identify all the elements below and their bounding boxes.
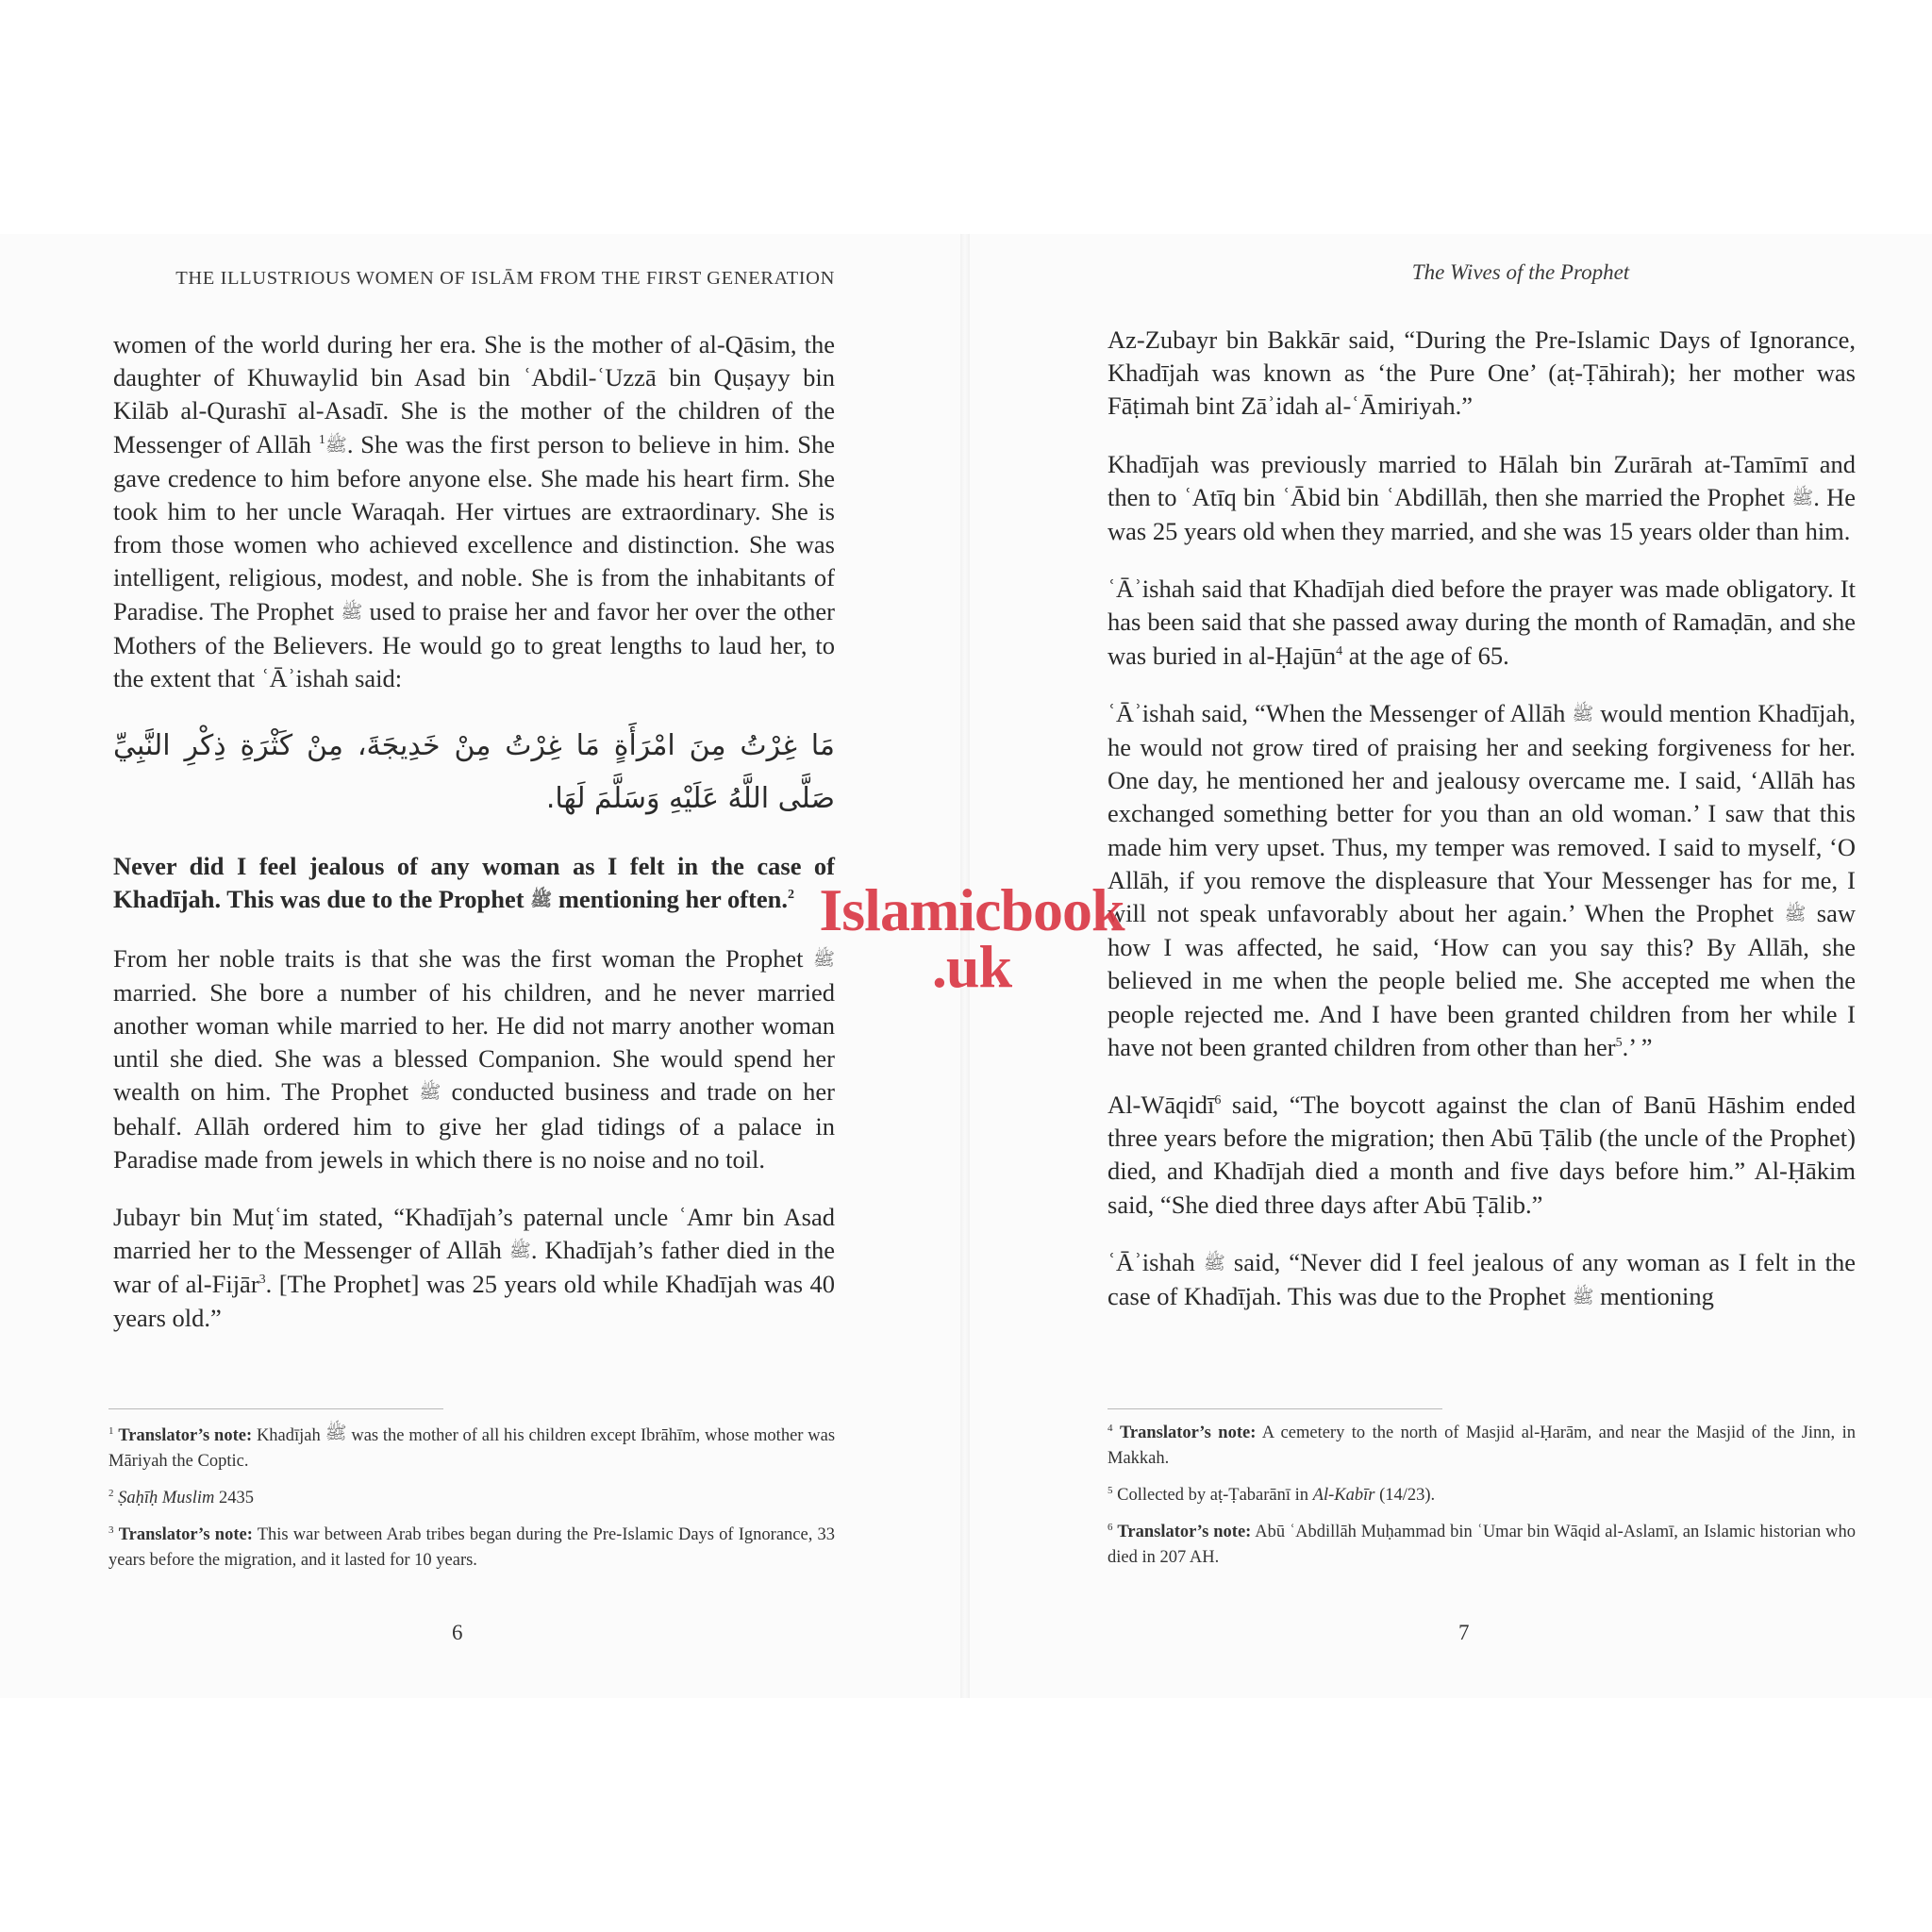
text-run: 2435 xyxy=(214,1489,255,1507)
running-head-right: The Wives of the Prophet xyxy=(1411,260,1630,284)
salawat-icon: ﷺ xyxy=(1572,704,1594,724)
text-run: married. She bore a number of his children, and he never married another woman while married to her. He did not marry another woman until she died. She was a blessed Companion. She would spend her wealth on him. The Prophet xyxy=(113,977,835,1107)
text-run: Al-Wāqidī xyxy=(1108,1091,1215,1120)
paragraph xyxy=(1108,697,1856,1064)
footnote-number: 4 xyxy=(1108,1422,1113,1434)
footnote-ref: 5 xyxy=(1615,1036,1623,1051)
watermark-line-1: Islamicbook xyxy=(819,876,1124,943)
source-title: Al-Kabīr xyxy=(1312,1486,1375,1505)
arabic-hadith: مَا غِرْتُ مِنَ امْرَأَةٍ مَا غِرْتُ مِنْ خَدِيجَةَ، مِنْ كَثْرَةِ ذِكْرِ النَّبِيِّ صَلَّى اللَّهُ عَلَيْهِ وَسَلَّمَ لَهَا. xyxy=(113,729,835,816)
paragraph xyxy=(113,1201,835,1335)
text-run: mentioning xyxy=(1593,1282,1714,1311)
text-run: Never did I feel jealous of any woman as I felt in the case of Khadījah. This was due to the Prophet xyxy=(113,852,835,914)
footnote-label: Translator’s note: xyxy=(1117,1523,1252,1541)
right-body-text xyxy=(1108,324,1856,1327)
footnote-label: Translator’s note: xyxy=(118,1525,253,1544)
salawat-icon: ﷺ xyxy=(1791,488,1814,508)
text-run: ʿĀʾishah said, “When the Messenger of Allāh xyxy=(1108,698,1573,727)
text-run: . Khadījah’s father died in the war of al-Fijār xyxy=(113,1236,835,1299)
text-run: From her noble traits is that she was the first woman the Prophet xyxy=(113,943,814,973)
text-run: Jubayr bin Muṭʿim stated, “Khadījah’s paternal uncle ʿAmr bin Asad married her to the Messenger of Allāh xyxy=(113,1203,835,1265)
paragraph xyxy=(1108,573,1856,673)
footnote xyxy=(1108,1483,1856,1508)
footnote xyxy=(108,1421,835,1474)
text-run: . [The Prophet] was 25 years old while Khadījah was 40 years old.” xyxy=(113,1270,835,1332)
footnote-ref: 2 xyxy=(788,888,794,903)
radiya-icon: ﷺ xyxy=(325,1424,347,1443)
footnote-ref: 3 xyxy=(258,1273,266,1288)
page-number-left: 6 xyxy=(452,1621,463,1644)
paragraph xyxy=(1108,1089,1856,1222)
left-body-text xyxy=(113,328,835,1359)
footnote-ref: 6 xyxy=(1214,1093,1222,1108)
watermark-line-2: .uk xyxy=(931,933,1012,1000)
watermark xyxy=(797,876,1146,1000)
text-run: saw how I was affected, he said, ‘How can you say this? By Allāh, she believed in me when the people belied me. She accepted me when the people rejected me. And I have been granted children from her while I have not been granted children from other than her xyxy=(1108,899,1856,1061)
salawat-icon: ﷺ xyxy=(530,891,553,911)
footnote-divider xyxy=(1108,1408,1442,1409)
text-run: women of the world during her era. She is the mother of al-Qāsim, the daughter of Khuwaylid bin Asad bin ʿAbdil-ʿUzzā bin Quṣayy bin Kilāb al-Qurashī al-Asadī. She is the mother of the children of the Messenger of Allāh xyxy=(113,330,835,458)
salawat-icon: ﷺ xyxy=(325,435,347,456)
salawat-icon: ﷺ xyxy=(419,1083,441,1104)
salawat-icon: ﷺ xyxy=(813,949,835,970)
text-run: said, “The boycott against the clan of Banū Hāshim ended three years before the migration; then Abū Ṭālib (the uncle of the Prophet) died, and Khadījah died a month and five days before him.” Al-Ḥākim said, “She died three days after Abū Ṭālib.” xyxy=(1108,1091,1856,1219)
right-footnotes xyxy=(1108,1421,1856,1582)
text-run: was the mother of all his children except Ibrāhīm, whose mother was Māriyah the Coptic. xyxy=(108,1426,836,1471)
source-title: Ṣaḥīḥ Muslim xyxy=(118,1489,215,1507)
text-run: This war between Arab tribes began during the Pre-Islamic Days of Ignorance, 33 years before the migration, and it lasted for 10 years. xyxy=(108,1525,836,1570)
text-run: Collected by aṭ-Ṭabarānī in xyxy=(1112,1486,1313,1505)
footnote-number: 3 xyxy=(108,1524,114,1536)
text-run: ʿĀʾishah said that Khadījah died before the prayer was made obligatory. It has been said that she passed away during the month of Ramaḍān, and she was buried in al-Ḥajūn xyxy=(1108,575,1856,670)
text-run: ʿĀʾishah xyxy=(1108,1247,1204,1276)
footnote xyxy=(108,1486,835,1511)
footnote-ref: 1 xyxy=(318,432,325,447)
text-run: A cemetery to the north of Masjid al-Ḥarām, and near the Masjid of the Jinn, in Makkah. xyxy=(1108,1424,1856,1468)
text-run: Abū ʿAbdillāh Muḥammad bin ʿUmar bin Wāqid al-Aslamī, an Islamic historian who died in 207 AH. xyxy=(1108,1523,1857,1567)
paragraph xyxy=(1108,1246,1856,1314)
footnote-number: 5 xyxy=(1108,1484,1113,1496)
page-number-right: 7 xyxy=(1458,1621,1470,1644)
footnote xyxy=(1108,1520,1856,1571)
radiya-icon: ﷺ xyxy=(1203,1253,1225,1274)
paragraph xyxy=(113,942,835,1176)
running-head-left: THE ILLUSTRIOUS WOMEN OF ISLĀM FROM THE FIRST GENERATION xyxy=(175,268,835,289)
hadith-translation xyxy=(113,850,835,917)
footnote xyxy=(108,1523,835,1574)
salawat-icon: ﷺ xyxy=(508,1241,531,1262)
text-run: Khadījah xyxy=(252,1426,325,1445)
text-run: mentioning her often. xyxy=(552,885,788,914)
text-run: conducted business and trade on her behalf. Allāh ordered him to give her glad tidings of a palace in Paradise made from jewels in which there is no noise and no toil. xyxy=(113,1077,835,1174)
footnote-label: Translator’s note: xyxy=(1119,1424,1257,1442)
text-run: (14/23). xyxy=(1374,1486,1436,1505)
text-run: at the age of 65. xyxy=(1342,641,1509,670)
text-run: used to praise her and favor her over the other Mothers of the Believers. He would go to great lengths to laud her, to the extent that ʿĀʾishah said: xyxy=(113,596,835,693)
text-run: would mention Khadījah, he would not grow tired of praising her and seeking forgiveness for her. One day, he mentioned her and jealousy overcame me. I said, ‘Allāh has exchanged something better for you than an old woman.’ I saw that this made him very upset. Thus, my temper was removed. I said to myself, ‘O Allāh, if you remove the displeasure that Your Messenger has for me, I will not speak unfavorably about her again.’ When the Prophet xyxy=(1108,698,1856,928)
salawat-icon: ﷺ xyxy=(1572,1288,1594,1308)
text-run: .’ ” xyxy=(1622,1032,1653,1061)
paragraph xyxy=(1108,448,1856,549)
text-run: said, “Never did I feel jealous of any woman as I felt in the case of Khadījah. This was due to the Prophet xyxy=(1108,1247,1856,1311)
paragraph: Az-Zubayr bin Bakkār said, “During the Pre-Islamic Days of Ignorance, Khadījah was known as ‘the Pure One’ (aṭ-Ṭāhirah); her mother was Fāṭimah bint Zāʾidah al-ʿĀmiriyah.” xyxy=(1108,325,1856,421)
footnote xyxy=(1108,1421,1856,1472)
salawat-icon: ﷺ xyxy=(1784,905,1807,925)
footnote-ref: 4 xyxy=(1336,643,1343,658)
footnote-number: 6 xyxy=(1108,1521,1113,1533)
text-run: . He was 25 years old when they married, and she was 15 years older than him. xyxy=(1108,482,1856,546)
text-run: . She was the first person to believe in him. She gave credence to him before anyone else. She made his heart firm. She took him to her uncle Waraqah. Her virtues are extraordinary. She is from those women who achieved excellence and distinction. She was intelligent, religious, modest, and noble. She is from the inhabitants of Paradise. The Prophet xyxy=(113,429,835,625)
salawat-icon: ﷺ xyxy=(341,602,363,623)
footnote-number: 1 xyxy=(108,1424,114,1437)
left-footnotes xyxy=(108,1421,835,1585)
footnote-divider xyxy=(108,1408,443,1409)
text-run: Khadījah was previously married to Hālah bin Zurārah at-Tamīmī and then to ʿAtīq bin ʿĀbid bin ʿAbdillāh, then she married the Prophet xyxy=(1108,449,1856,511)
paragraph xyxy=(113,328,835,695)
footnote-number: 2 xyxy=(108,1487,114,1499)
footnote-label: Translator’s note: xyxy=(118,1426,253,1445)
